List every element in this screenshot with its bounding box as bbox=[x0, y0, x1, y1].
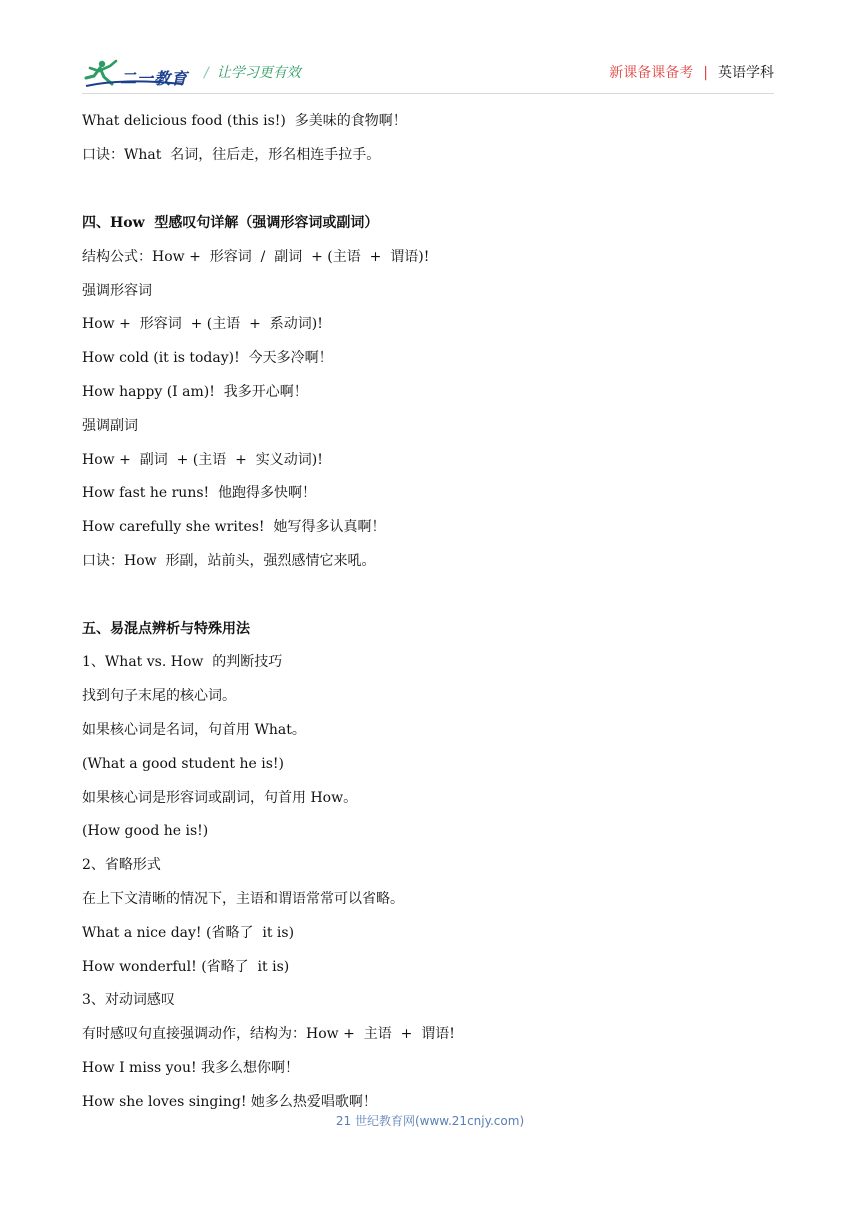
text-line: 有时感叹句直接强调动作，结构为：How + 主语 + 谓语! bbox=[82, 1026, 455, 1042]
text-line: 在上下文清晰的情况下，主语和谓语常常可以省略。 bbox=[82, 891, 404, 907]
text-line: (How good he is!) bbox=[82, 823, 209, 839]
text-line: 口诀：How 形副，站前头，强烈感情它来吼。 bbox=[82, 553, 376, 569]
text-line: How carefully she writes! 她写得多认真啊！ bbox=[82, 519, 386, 535]
text-line: What delicious food (this is!) 多美味的食物啊！ bbox=[82, 113, 407, 129]
subject-label: 英语学科 bbox=[718, 65, 774, 81]
logo bbox=[82, 58, 192, 90]
header-rule bbox=[82, 93, 774, 94]
text-line: 如果核心词是名词，句首用 What。 bbox=[82, 722, 306, 738]
text-line: How wonderful! (省略了 it is) bbox=[82, 959, 290, 975]
text-line: 如果核心词是形容词或副词，句首用 How。 bbox=[82, 790, 358, 806]
text-line: What a nice day! (省略了 it is) bbox=[82, 925, 295, 941]
page-footer[interactable]: 21 世纪教育网(www.21cnjy.com) bbox=[335, 1114, 525, 1128]
text-line: 强调副词 bbox=[82, 418, 138, 434]
text-line: 找到句子末尾的核心词。 bbox=[82, 688, 236, 704]
text-line: 强调形容词 bbox=[82, 283, 152, 299]
section-heading: 四、How 型感叹句详解（强调形容词或副词） bbox=[82, 215, 379, 231]
text-line: 结构公式：How + 形容词 / 副词 + (主语 + 谓语)! bbox=[82, 249, 430, 265]
slogan: / 让学习更有效 bbox=[204, 65, 301, 81]
text-line: 2、省略形式 bbox=[82, 857, 161, 873]
text-line: How I miss you! 我多么想你啊！ bbox=[82, 1060, 300, 1076]
header-right bbox=[609, 62, 774, 82]
text-line: How happy (I am)! 我多开心啊！ bbox=[82, 384, 308, 400]
logo-text: 二一教育 bbox=[120, 69, 189, 88]
slogan-text: 让学习更有效 bbox=[216, 65, 301, 81]
text-line: 1、What vs. How 的判断技巧 bbox=[82, 654, 283, 670]
header-divider: | bbox=[703, 65, 708, 81]
text-line: (What a good student he is!) bbox=[82, 756, 284, 772]
tagline: 新课备课备考 bbox=[609, 65, 694, 81]
text-line: How cold (it is today)! 今天多冷啊！ bbox=[82, 350, 333, 366]
text-line: 3、对动词感叹 bbox=[82, 992, 175, 1008]
text-line: How fast he runs! 他跑得多快啊！ bbox=[82, 485, 317, 501]
text-line: How she loves singing! 她多么热爱唱歌啊！ bbox=[82, 1094, 377, 1110]
text-line: 口诀：What 名词，往后走，形名相连手拉手。 bbox=[82, 147, 381, 163]
page-header bbox=[82, 56, 774, 92]
text-line: How + 副词 + (主语 + 实义动词)! bbox=[82, 452, 323, 468]
section-heading: 五、易混点辨析与特殊用法 bbox=[82, 621, 250, 637]
text-line: How + 形容词 + (主语 + 系动词)! bbox=[82, 316, 323, 332]
